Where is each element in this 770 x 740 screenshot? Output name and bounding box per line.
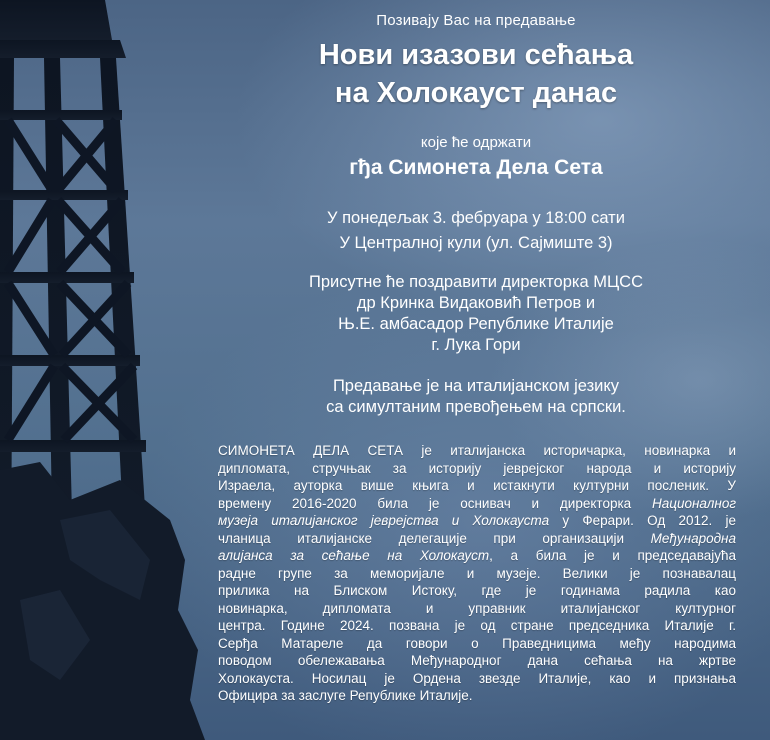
invitation-content [206,0,746,740]
language-line-1: Предавање је на италијанском језику [332,377,620,395]
alliance-name-italic: Међународна [650,530,736,546]
date-line: У понедељак 3. фебруара у 18:00 сати [327,209,625,227]
held-by-line: које ће одржати [420,134,532,151]
museum-name-italic: Националног [652,495,736,511]
greet-line-3: Њ.Е. амбасадор Републике Италије [338,315,614,333]
bio-line: дипломата, стручњак за историју јеврејског народа и историју [218,460,736,476]
speaker-bio [218,442,736,705]
bio-line: радне групе за меморијале и музеје. Велики је познавалац [218,565,736,581]
location-line: У Централној кули (ул. Сајмиште 3) [339,234,613,252]
tower-silhouette [0,0,230,740]
bio-text: времену 2016-2020 била је оснивач и директорка [218,495,652,511]
bio-line: поводом обележавања Међународног дана сећања на жртве [218,653,736,668]
bio-text: у Ферари. Од 2012. је [549,513,736,528]
language-line-2: са симултаним превођењем на српски. [326,398,626,416]
bio-line [218,512,736,530]
bio-line: СИМОНЕТА ДЕЛА СЕТА је италијанска историчарка, новинарка и [218,443,736,458]
alliance-name-italic: алијанса за сећање на Холокауст [218,548,490,563]
bio-text: , а била је и председавајућа [489,548,736,563]
greet-line-1: Присутне ће поздравити директорка МЦСС [308,273,644,291]
lecture-title [206,36,746,112]
bio-line [218,495,736,513]
bio-line: центра. Године 2024. позвана је од стране председника Италије г. [218,618,736,633]
bio-text: чланица италијанске делегације при организацији [218,530,651,546]
bio-line: Серђа Матареле да говори о Праведницима међу народима [218,635,736,651]
speaker-name: гђа Симонета Дела Сета [349,156,603,179]
bio-line: Официра за заслуге Републике Италије. [218,688,473,703]
language-note [206,376,746,418]
greet-line-4: г. Лука Гори [431,336,521,354]
greeting-block [206,272,746,356]
invite-line: Позивају Вас на предавање [376,12,576,29]
bio-line: Холокауста. Носилац је Ордена звезде Италије, као и признања [218,670,736,686]
greet-line-2: др Кринка Видаковић Петров и [356,294,596,312]
date-location [206,206,746,256]
title-line-2: на Холокауст данас [334,77,618,109]
bio-line [218,547,736,565]
museum-name-italic: музеја италијанског јеврејства и Холокауста [218,513,550,528]
title-line-1: Нови изазови сећања [318,39,634,71]
bio-line: прилика на Блиском Истоку, где је годинама радила као [218,583,736,598]
bio-line: новинарка, дипломата и управник италијанског културног [218,600,736,616]
bio-line: Израела, ауторка више књига и истакнути културни посленик. У [218,478,736,493]
bio-line [218,530,736,548]
